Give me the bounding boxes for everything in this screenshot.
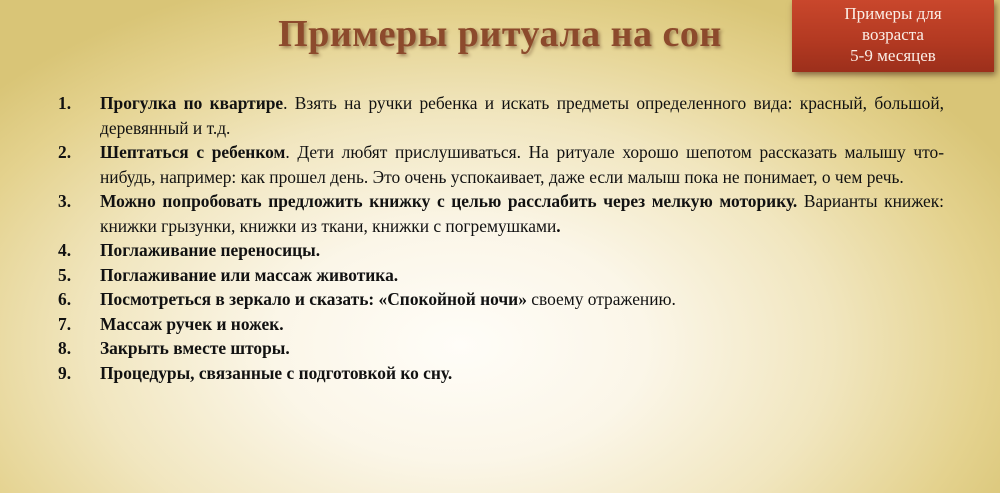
list-item — [58, 263, 944, 288]
list-item-number: 8. — [58, 338, 72, 358]
list-item-number: 5. — [58, 264, 72, 285]
list-item-number: 3. — [58, 191, 72, 211]
ritual-list — [58, 91, 944, 385]
list-item — [58, 238, 944, 263]
age-badge-line-3: 5-9 месяцев — [850, 46, 936, 65]
list-item — [58, 140, 944, 189]
list-item-bold-text: Процедуры, связанные с подготовкой ко сну. — [100, 362, 453, 383]
list-item-number: 1. — [58, 93, 72, 113]
age-badge-line-2: возраста — [862, 25, 924, 44]
list-item-text: . Взять на ручки ребенка и искать предметы определенного вида: красный, большой, деревянный и т.д. — [100, 93, 944, 138]
list-item — [58, 312, 944, 337]
list-item-number: 7. — [58, 313, 72, 334]
list-item-number: 2. — [58, 142, 72, 162]
list-item — [58, 189, 944, 238]
list-item-bold-end: . — [556, 215, 561, 236]
list-item — [58, 336, 944, 361]
list-item-number: 9. — [58, 362, 72, 383]
list-item — [58, 287, 944, 312]
list-item — [58, 361, 944, 386]
list-item-bold-text: Закрыть вместе шторы. — [100, 338, 290, 358]
age-badge-line-1: Примеры для — [844, 4, 942, 23]
list-item-bold-text: Шептаться с ребенком — [100, 142, 286, 162]
list-item-bold-text: Массаж ручек и ножек. — [100, 313, 284, 334]
list-item-bold-text: Посмотреться в зеркало и сказать: «Спокойной ночи» — [100, 289, 527, 309]
list-item-text: . Дети любят прислушиваться. На ритуале хорошо шепотом рассказать малышу что-нибудь, например: как прошел день. Это очень успокаивает, даже если малыш пока не понимает, о чем речь. — [100, 142, 944, 187]
list-item-text: своему отражению. — [526, 289, 676, 309]
list-item-text: Варианты книжек: книжки грызунки, книжки из ткани, книжки с погремушками — [100, 191, 944, 236]
age-badge — [792, 0, 994, 72]
list-item-number: 6. — [58, 289, 72, 309]
list-item-bold-text: Поглаживание или массаж животика. — [100, 264, 399, 285]
slide-title: Примеры ритуала на сон — [278, 13, 722, 55]
list-item-bold-text: Можно попробовать предложить книжку с целью расслабить через мелкую моторику. — [100, 191, 798, 211]
list-item — [58, 91, 944, 140]
list-item-bold-text: Поглаживание переносицы. — [100, 240, 321, 260]
list-item-bold-text: Прогулка по квартире — [100, 93, 284, 113]
list-item-number: 4. — [58, 240, 72, 260]
